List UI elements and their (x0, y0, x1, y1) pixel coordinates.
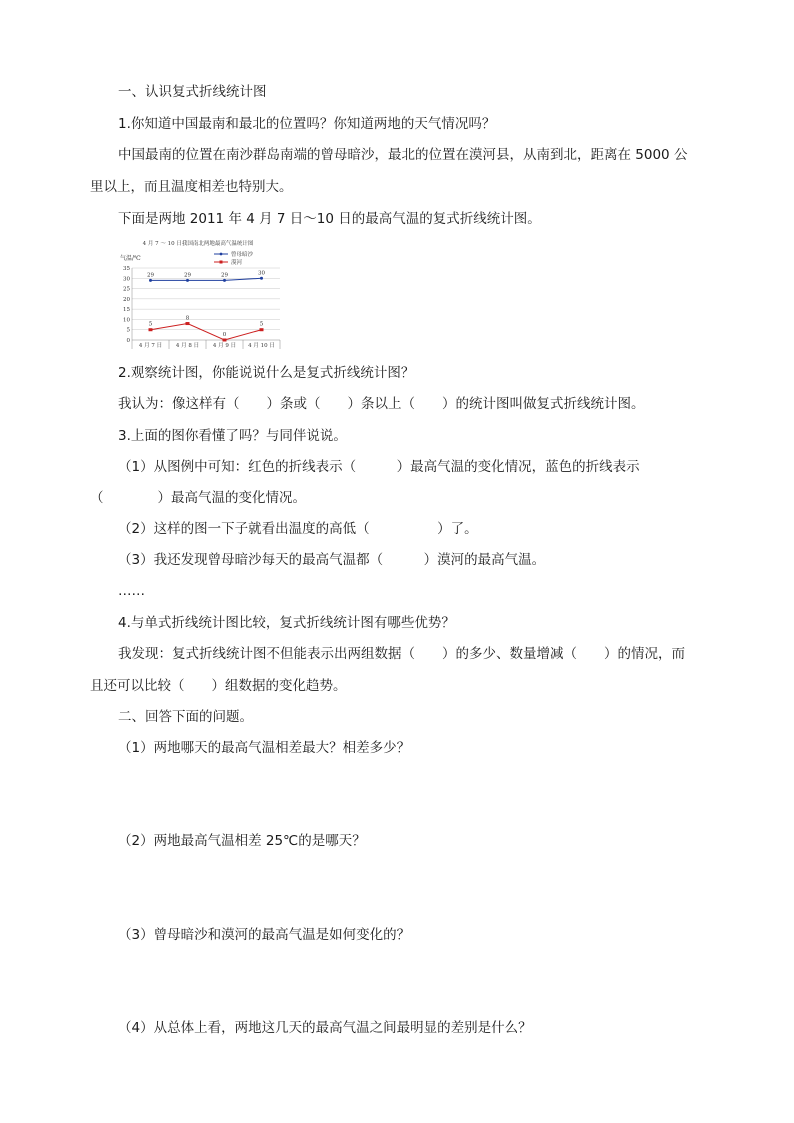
data-label: 30 (258, 270, 265, 277)
question-2: 2.观察统计图，你能说说什么是复式折线统计图？ (118, 365, 415, 381)
series-line-1 (148, 321, 264, 340)
question-2-answer: 我认为：像这样有（ ）条或（ ）条以上（ ）的统计图叫做复式折线统计图。 (118, 396, 645, 412)
data-label: 29 (221, 272, 228, 279)
chart-title: 4 月 7 ～ 10 日我国南北两地最高气温统计图 (142, 241, 254, 247)
question-3-1-line1: （1）从图例中可知：红色的折线表示（ ）最高气温的变化情况，蓝色的折线表示 (118, 459, 640, 475)
question-3-1-line2: （ ）最高气温的变化情况。 (90, 490, 306, 506)
x-tick-label: 4 月 8 日 (175, 343, 200, 349)
x-tick-label: 4 月 10 日 (248, 343, 275, 349)
series-line-0 (151, 278, 262, 280)
ellipsis: …… (118, 583, 145, 599)
chart-ylabel: 气温/℃ (120, 255, 141, 262)
data-label: 8 (185, 315, 190, 322)
paragraph-2: 下面是两地 2011 年 4 月 7 日～10 日的最高气温的复式折线统计图。 (118, 211, 541, 227)
y-tick-label: 35 (123, 266, 130, 272)
data-point-mohe (223, 339, 227, 342)
section2-title: 二、回答下面的问题。 (118, 709, 253, 725)
legend-marker-zengmu (220, 253, 223, 256)
temperature-line-chart (118, 236, 286, 352)
section2-question-1: （1）两地哪天的最高气温相差最大？相差多少？ (118, 740, 411, 756)
question-4-answer-line2: 且还可以比较（ ）组数据的变化趋势。 (90, 678, 347, 694)
paragraph-1-line2: 里以上，而且温度相差也特别大。 (90, 179, 293, 195)
y-tick-label: 15 (123, 307, 130, 314)
x-tick-label: 4 月 7 日 (138, 343, 163, 349)
y-tick-label: 0 (126, 338, 130, 344)
chart-series (147, 270, 265, 341)
data-point-mohe (260, 328, 264, 331)
legend-marker-mohe (220, 261, 223, 264)
data-point-zengmu (260, 277, 263, 280)
question-4: 4.与单式折线统计图比较，复式折线统计图有哪些优势？ (118, 615, 455, 631)
data-point-zengmu (149, 279, 152, 282)
y-tick-label: 25 (123, 286, 130, 293)
data-label: 5 (259, 321, 264, 328)
section2-question-3: （3）曾母暗沙和漠河的最高气温是如何变化的？ (118, 927, 411, 943)
question-3-3: （3）我还发现曾母暗沙每天的最高气温都（ ）漠河的最高气温。 (118, 552, 546, 568)
data-label: 29 (184, 272, 191, 279)
question-4-answer-line1: 我发现：复式折线统计图不但能表示出两组数据（ ）的多少、数量增减（ ）的情况，而 (118, 646, 685, 662)
question-3-2: （2）这样的图一下子就看出温度的高低（ ）了。 (118, 521, 478, 537)
section2-question-2: （2）两地最高气温相差 25℃的是哪天？ (118, 833, 366, 849)
section2-question-4: （4）从总体上看，两地这几天的最高气温之间最明显的差别是什么？ (118, 1020, 532, 1036)
legend-label-zengmu: 曾母暗沙 (231, 252, 254, 258)
paragraph-1-line1: 中国最南的位置在南沙群岛南端的曾母暗沙，最北的位置在漠河县，从南到北，距离在 5000 公 (118, 147, 688, 163)
question-3: 3.上面的图你看懂了吗？与同伴说说。 (118, 428, 347, 444)
chart-legend (214, 250, 254, 266)
data-point-zengmu (223, 279, 226, 282)
chart-canvas (118, 236, 286, 352)
data-label: 5 (148, 321, 153, 328)
section1-title: 一、认识复式折线统计图 (118, 84, 267, 100)
x-tick-label: 4 月 9 日 (212, 343, 237, 349)
y-tick-label: 10 (123, 317, 130, 324)
y-tick-label: 30 (123, 276, 130, 283)
data-point-mohe (186, 322, 190, 325)
legend-label-mohe: 漠河 (231, 260, 243, 266)
data-point-zengmu (186, 279, 189, 282)
data-label: 29 (147, 272, 154, 279)
data-label: 0 (222, 332, 227, 338)
data-point-mohe (149, 328, 153, 331)
y-tick-label: 5 (126, 327, 130, 334)
y-tick-label: 20 (123, 296, 130, 303)
question-1: 1.你知道中国最南和最北的位置吗？你知道两地的天气情况吗？ (118, 116, 496, 132)
